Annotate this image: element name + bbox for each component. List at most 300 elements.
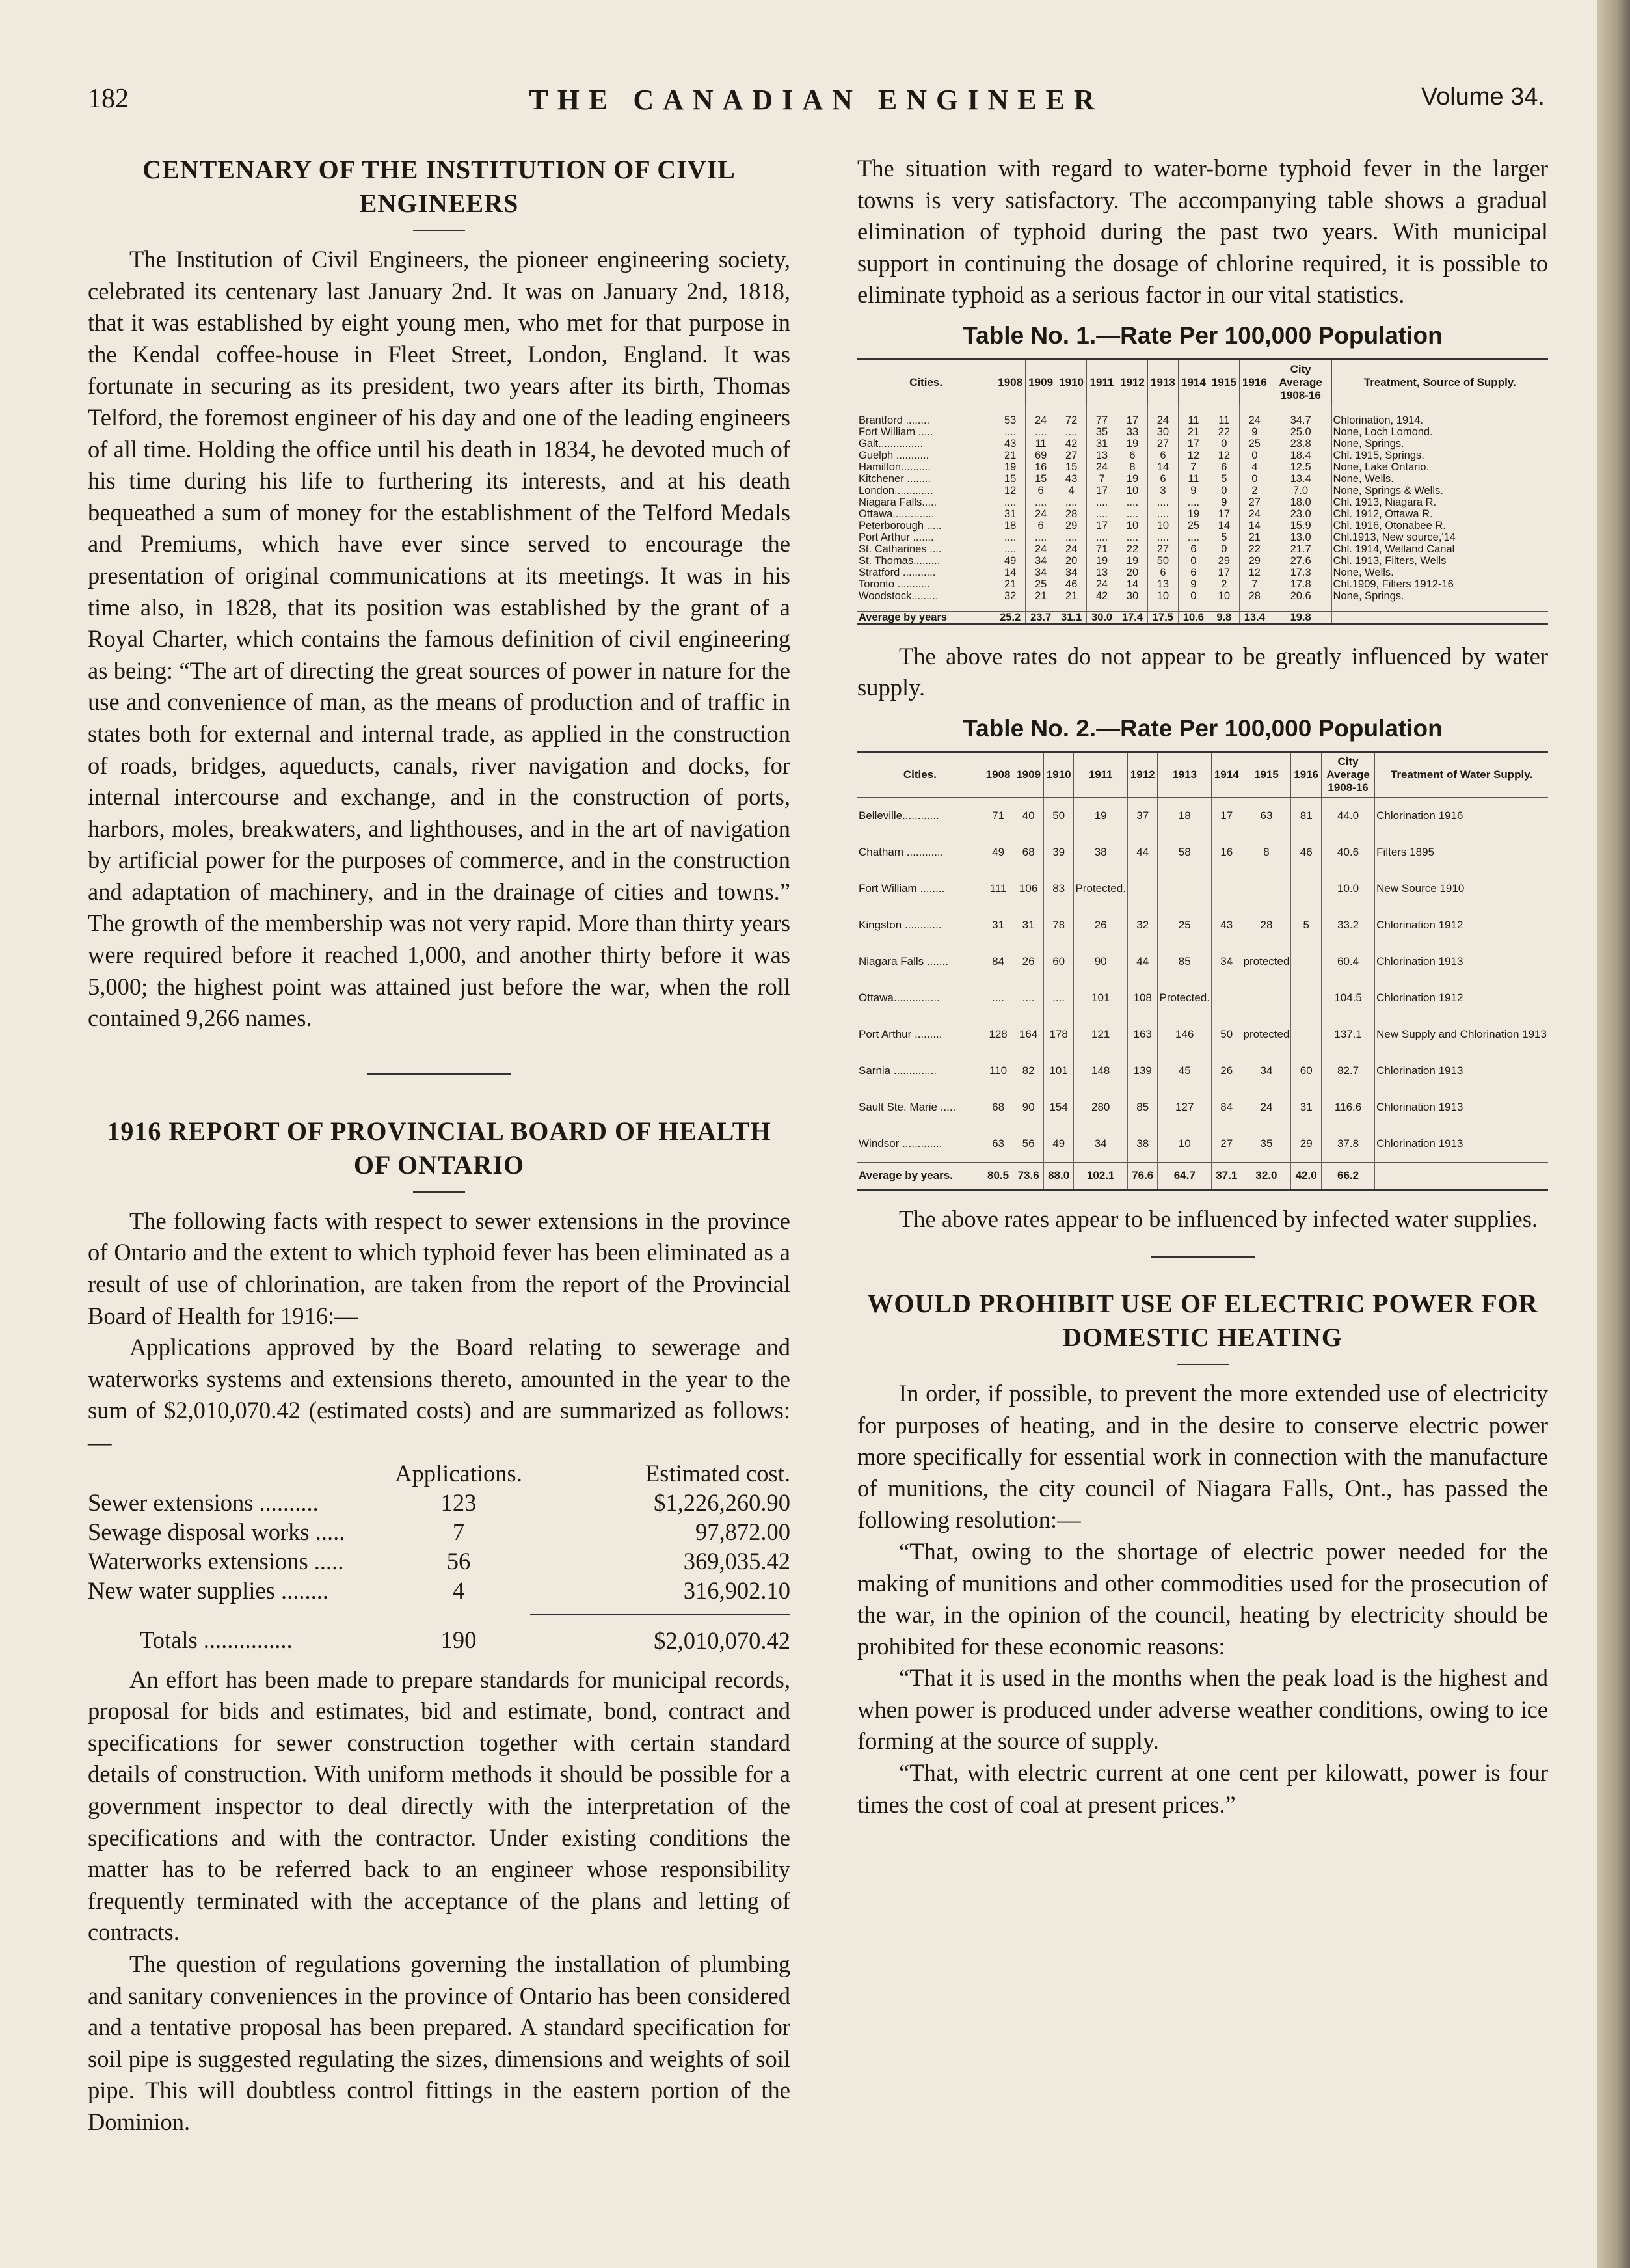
rate-cell: 6	[1209, 461, 1239, 473]
column-header: 1913	[1147, 359, 1178, 405]
column-header: 1911	[1087, 359, 1117, 405]
rate-cell: 34	[1242, 1053, 1291, 1089]
row-label: Waterworks extensions .....	[88, 1547, 344, 1574]
rate-cell: 24	[1026, 543, 1056, 555]
rate-cell: 90	[1074, 943, 1128, 980]
column-header: City Average 1908-16	[1321, 752, 1374, 798]
title-rule	[1177, 1364, 1229, 1365]
average-cell: 64.7	[1158, 1163, 1212, 1190]
rate-cell: 84	[983, 943, 1013, 980]
journal-title: THE CANADIAN ENGINEER	[529, 84, 1104, 116]
rate-cell: 37.8	[1321, 1126, 1374, 1163]
treatment-cell: None, Springs.	[1331, 590, 1548, 602]
table-row	[857, 1016, 1548, 1053]
article-paragraph: “That, with electric current at one cent per kilowatt, power is four times the cost of coal at present prices.”	[857, 1759, 1548, 1818]
rate-cell: 46	[1291, 834, 1322, 871]
right-column	[857, 153, 1548, 1820]
rate-cell: 24	[1239, 414, 1270, 426]
rate-cell: 21	[995, 450, 1026, 461]
rate-cell: 68	[983, 1089, 1013, 1126]
rate-cell: 0	[1178, 590, 1209, 602]
table-row	[857, 943, 1548, 980]
rate-cell: 5	[1291, 907, 1322, 943]
average-row	[857, 611, 1548, 624]
treatment-cell: Chlorination, 1914.	[1331, 414, 1548, 426]
rate-cell: 60	[1291, 1053, 1322, 1089]
rate-cell: 34.7	[1270, 414, 1331, 426]
rate-cell: 60.4	[1321, 943, 1374, 980]
rate-cell: ....	[1147, 496, 1178, 508]
rate-cell: 154	[1043, 1089, 1074, 1126]
rate-cell: 17	[1087, 520, 1117, 532]
average-cell: 31.1	[1056, 611, 1087, 624]
column-header: 1916	[1239, 359, 1270, 405]
rate-cell: 7	[1087, 473, 1117, 485]
article-paragraph: Applications approved by the Board relating to sewerage and waterworks systems and extensions thereto, amounted in the year to the sum of $2,010,070.42 (estimated costs) and are summarized as follows:—	[88, 1334, 790, 1455]
title-rule	[413, 1191, 465, 1193]
rate-cell: 27	[1147, 543, 1178, 555]
city-name: St. Catharines ....	[859, 543, 942, 555]
treatment-cell: Chlorination 1913	[1375, 1126, 1548, 1163]
rate-cell: 22	[1117, 543, 1148, 555]
rate-cell: 14	[1239, 520, 1270, 532]
rate-cell: ....	[995, 532, 1026, 543]
column-header: 1909	[1026, 359, 1056, 405]
rate-cell: 21	[1026, 590, 1056, 602]
rate-cell: 28	[1239, 590, 1270, 602]
rate-cell: 14	[1209, 520, 1239, 532]
treatment-cell: None, Wells.	[1331, 567, 1548, 578]
table-title: Table No. 1.—Rate Per 100,000 Population	[963, 321, 1443, 349]
city-name: Port Arthur .......	[859, 531, 934, 543]
rate-cell: 137.1	[1321, 1016, 1374, 1053]
treatment-cell: New Source 1910	[1375, 871, 1548, 907]
rate-cell: 31	[983, 907, 1013, 943]
city-name: Brantford ........	[859, 414, 930, 426]
average-cell: 9.8	[1209, 611, 1239, 624]
table-row	[857, 871, 1548, 907]
rate-cell: 24	[1056, 543, 1087, 555]
treatment-cell: Filters 1895	[1375, 834, 1548, 871]
rate-cell: 6	[1026, 520, 1056, 532]
average-label: Average by years.	[857, 1163, 983, 1190]
row-label: Sewage disposal works .....	[88, 1518, 345, 1545]
rate-cell: 21	[1178, 426, 1209, 438]
average-cell: 102.1	[1074, 1163, 1128, 1190]
rate-cell: 49	[995, 555, 1026, 567]
table-row	[88, 1488, 790, 1517]
rate-cell: 17	[1209, 567, 1239, 578]
rate-cell: 50	[1043, 798, 1074, 835]
average-cell: 30.0	[1087, 611, 1117, 624]
rate-cell: 17	[1211, 798, 1242, 835]
rate-cell: 4	[1056, 485, 1087, 496]
rate-cell: 63	[983, 1126, 1013, 1163]
average-row	[857, 1163, 1548, 1190]
rate-cell: 26	[1211, 1053, 1242, 1089]
rate-cell: 49	[1043, 1126, 1074, 1163]
rate-cell: 40	[1013, 798, 1044, 835]
city-name: Galt...............	[859, 437, 924, 450]
rate-cell: 121	[1074, 1016, 1128, 1053]
column-header: 1910	[1056, 359, 1087, 405]
rate-cell: 0	[1239, 450, 1270, 461]
rate-cell: 69	[1026, 450, 1056, 461]
rate-cell: 12	[995, 485, 1026, 496]
rate-cell	[1291, 980, 1322, 1016]
rate-cell: 16	[1026, 461, 1056, 473]
rate-cell: ....	[1087, 508, 1117, 520]
rate-cell: 9	[1209, 496, 1239, 508]
rate-cell: 72	[1056, 414, 1087, 426]
rate-cell: 34	[1074, 1126, 1128, 1163]
table-row	[88, 1546, 790, 1576]
rate-cell: 12	[1178, 450, 1209, 461]
table-row	[857, 473, 1548, 485]
rate-cell: 49	[983, 834, 1013, 871]
table-row	[88, 1576, 790, 1605]
city-name: Hamilton..........	[859, 461, 931, 473]
average-cell: 17.4	[1117, 611, 1148, 624]
average-label: Average by years	[857, 611, 995, 624]
average-cell: 42.0	[1291, 1163, 1322, 1190]
rate-cell: 4	[1239, 461, 1270, 473]
treatment-cell: Chl. 1913, Niagara R.	[1331, 496, 1548, 508]
column-header: 1910	[1043, 752, 1074, 798]
rate-cell: 10.0	[1321, 871, 1374, 907]
treatment-cell: Chl.1913, New source,'14	[1331, 532, 1548, 543]
rate-cell: 13.4	[1270, 473, 1331, 485]
rate-cell: 106	[1013, 871, 1044, 907]
rate-cell: 20.6	[1270, 590, 1331, 602]
city-name: Chatham ............	[859, 846, 944, 859]
table-row	[857, 1089, 1548, 1126]
rate-cell: 21	[1056, 590, 1087, 602]
rate-cell: 77	[1087, 414, 1117, 426]
rate-cell: 56	[1013, 1126, 1044, 1163]
column-header: Treatment of Water Supply.	[1375, 752, 1548, 798]
treatment-cell: None, Lake Ontario.	[1331, 461, 1548, 473]
rate-cell: 10	[1117, 520, 1148, 532]
city-name: Sarnia ..............	[859, 1064, 937, 1077]
city-name: Peterborough .....	[859, 519, 942, 532]
rate-cell: 148	[1074, 1053, 1128, 1089]
rate-cell: 19	[1117, 473, 1148, 485]
rate-cell: 15.9	[1270, 520, 1331, 532]
rate-cell: 63	[1242, 798, 1291, 835]
rate-cell: 37	[1127, 798, 1158, 835]
rate-cell: 27	[1056, 450, 1087, 461]
rate-cell: 24	[1239, 508, 1270, 520]
city-name: Fort William .....	[859, 425, 933, 438]
rate-cell: 53	[995, 414, 1026, 426]
article-title: CENTENARY OF THE INSTITUTION OF CIVIL ENGINEERS	[142, 155, 736, 218]
rate-cell: ....	[995, 426, 1026, 438]
rate-cell: 11	[1209, 414, 1239, 426]
rate-cell: 8	[1117, 461, 1148, 473]
header-row	[857, 752, 1548, 798]
city-name: Kingston ............	[859, 919, 942, 932]
rate-cell: 40.6	[1321, 834, 1374, 871]
rate-cell: ....	[1117, 508, 1148, 520]
title-rule	[413, 230, 465, 231]
average-cell: 66.2	[1321, 1163, 1374, 1190]
rate-cell: 18	[1158, 798, 1212, 835]
average-cell: 25.2	[995, 611, 1026, 624]
rate-cell: 30	[1117, 590, 1148, 602]
rate-cell: ....	[1026, 496, 1056, 508]
rate-cell: 17.3	[1270, 567, 1331, 578]
rate-cell: 29	[1056, 520, 1087, 532]
rate-cell: 17	[1117, 414, 1148, 426]
rate-cell: protected	[1242, 943, 1291, 980]
rate-cell: 29	[1239, 555, 1270, 567]
article-paragraph: The question of regulations governing the installation of plumbing and sanitary conveniences in the province of Ontario has been considered and a tentative proposal has been prepared. A standard specification for soil pipe is suggested regulating the sizes, dimensions and weights of soil pipe. This will doubtless control fittings in the eastern portion of the Dominion.	[88, 1950, 790, 2135]
article-title: WOULD PROHIBIT USE OF ELECTRIC POWER FOR DOMESTIC HEATING	[867, 1288, 1538, 1352]
treatment-cell: Chlorination 1912	[1375, 907, 1548, 943]
column-header: 1911	[1074, 752, 1128, 798]
rate-cell: ....	[1147, 508, 1178, 520]
rate-cell: 32	[1127, 907, 1158, 943]
rate-cell: 34	[1026, 567, 1056, 578]
average-cell: 32.0	[1242, 1163, 1291, 1190]
rate-cell: ....	[1056, 426, 1087, 438]
rate-cell: 0	[1239, 473, 1270, 485]
rate-cell: 12	[1209, 450, 1239, 461]
row-count: 190	[440, 1627, 477, 1654]
rate-cell: 44	[1127, 834, 1158, 871]
rate-cell: 7.0	[1270, 485, 1331, 496]
rate-cell: 44	[1127, 943, 1158, 980]
rate-cell: 31	[1087, 438, 1117, 450]
rate-cell: 6	[1026, 485, 1056, 496]
row-label: Totals ...............	[140, 1627, 293, 1654]
average-cell: 73.6	[1013, 1163, 1044, 1190]
rate-cell: ....	[995, 496, 1026, 508]
article-paragraph: In order, if possible, to prevent the more extended use of electricity for purposes of heating, and in the desire to conserve electric power more specifically for essential work in connection with the manufacture of munitions, the city council of Niagara Falls, Ont., has passed the following resolution:—	[857, 1379, 1548, 1533]
rate-cell: 32	[995, 590, 1026, 602]
row-cost: $1,226,260.90	[654, 1489, 790, 1516]
rate-cell: ....	[1178, 496, 1209, 508]
rate-cell: 23.8	[1270, 438, 1331, 450]
rate-cell: 31	[1013, 907, 1044, 943]
average-cell	[1331, 611, 1548, 624]
treatment-cell: Chlorination 1913	[1375, 943, 1548, 980]
rate-cell: 43	[1211, 907, 1242, 943]
table-row	[857, 1126, 1548, 1163]
rate-cell: 27.6	[1270, 555, 1331, 567]
average-cell: 13.4	[1239, 611, 1270, 624]
rate-cell: 42	[1056, 438, 1087, 450]
article-title: 1916 REPORT OF PROVINCIAL BOARD OF HEALTH OF ONTARIO	[107, 1116, 771, 1180]
rate-cell	[1291, 1016, 1322, 1053]
rate-cell: ....	[1147, 532, 1178, 543]
rate-cell	[1242, 980, 1291, 1016]
column-header: 1914	[1211, 752, 1242, 798]
rate-cell: 84	[1211, 1089, 1242, 1126]
rate-cell: ....	[1117, 532, 1148, 543]
rate-cell: 13	[1147, 578, 1178, 590]
rate-cell: 280	[1074, 1089, 1128, 1126]
rate-cell: 28	[1242, 907, 1291, 943]
rate-cell: 90	[1013, 1089, 1044, 1126]
rate-cell: 164	[1013, 1016, 1044, 1053]
rate-cell: ....	[1043, 980, 1074, 1016]
city-name: Toronto ...........	[859, 578, 931, 590]
rate-cell: 29	[1209, 555, 1239, 567]
rate-cell: 31	[995, 508, 1026, 520]
rate-cell: 146	[1158, 1016, 1212, 1053]
average-cell: 88.0	[1043, 1163, 1074, 1190]
rate-cell: 0	[1209, 438, 1239, 450]
rate-cell: 19	[1087, 555, 1117, 567]
rate-cell: 24	[1026, 414, 1056, 426]
rate-cell: 101	[1043, 1053, 1074, 1089]
city-name: Stratford ...........	[859, 566, 936, 578]
treatment-cell: Chl. 1912, Ottawa R.	[1331, 508, 1548, 520]
rate-cell: 25	[1178, 520, 1209, 532]
rate-cell: 50	[1211, 1016, 1242, 1053]
table-row	[857, 461, 1548, 473]
rate-cell: 29	[1291, 1126, 1322, 1163]
rate-cell	[1242, 871, 1291, 907]
rate-cell: ....	[1056, 532, 1087, 543]
city-name: Woodstock.........	[859, 589, 939, 602]
article-paragraph: The situation with regard to water-borne typhoid fever in the larger towns is very satisfactory. The accompanying table shows a gradual elimination of typhoid during the past two years. With municipal support in continuing the dosage of chlorine required, it is possible to eliminate typhoid as a serious factor in our vital statistics.	[857, 155, 1548, 308]
rate-cell: 9	[1178, 485, 1209, 496]
rate-cell: 7	[1178, 461, 1209, 473]
rate-cell: 27	[1239, 496, 1270, 508]
treatment-cell: None, Springs.	[1331, 438, 1548, 450]
rate-cell: 22	[1239, 543, 1270, 555]
table-row	[88, 1517, 790, 1546]
treatment-cell: Chl. 1914, Welland Canal	[1331, 543, 1548, 555]
row-count: 7	[452, 1518, 465, 1545]
rate-cell: protected	[1242, 1016, 1291, 1053]
rate-cell: 81	[1291, 798, 1322, 835]
treatment-cell: None, Springs & Wells.	[1331, 485, 1548, 496]
rate-cell: 2	[1239, 485, 1270, 496]
rate-cell: 5	[1209, 473, 1239, 485]
table-row	[857, 980, 1548, 1016]
city-name: Niagara Falls.....	[859, 496, 937, 508]
average-cell: 37.1	[1211, 1163, 1242, 1190]
article-paragraph: “That it is used in the months when the peak load is the highest and when power is produced under adverse weather conditions, owing to ice forming at the source of supply.	[857, 1664, 1548, 1755]
city-name: Kitchener ........	[859, 472, 931, 485]
rate-cell: 39	[1043, 834, 1074, 871]
row-cost: 369,035.42	[683, 1547, 790, 1574]
rate-cell: 71	[983, 798, 1013, 835]
rate-cell	[1211, 980, 1242, 1016]
treatment-cell: New Supply and Chlorination 1913	[1375, 1016, 1548, 1053]
average-cell: 23.7	[1026, 611, 1056, 624]
rate-cell: 43	[995, 438, 1026, 450]
rate-cell: 21	[995, 578, 1026, 590]
rate-cell: 6	[1117, 450, 1148, 461]
treatment-cell: Chl. 1915, Springs.	[1331, 450, 1548, 461]
rate-cell: 50	[1147, 555, 1178, 567]
rate-cell: 24	[1242, 1089, 1291, 1126]
rate-cell: 34	[1056, 567, 1087, 578]
col-header: Estimated cost.	[645, 1459, 790, 1487]
table-row	[857, 543, 1548, 555]
treatment-cell: Chl. 1913, Filters, Wells	[1331, 555, 1548, 567]
city-name: Windsor .............	[859, 1137, 942, 1150]
rate-cell: 108	[1127, 980, 1158, 1016]
running-header	[88, 83, 1545, 122]
city-name: St. Thomas.........	[859, 554, 941, 567]
rate-cell: 6	[1147, 473, 1178, 485]
rate-cell: 6	[1178, 543, 1209, 555]
column-header: 1908	[995, 359, 1026, 405]
rate-cell: 7	[1239, 578, 1270, 590]
rate-cell: 83	[1043, 871, 1074, 907]
rate-cell: ....	[1087, 532, 1117, 543]
rate-cell: 60	[1043, 943, 1074, 980]
average-cell: 19.8	[1270, 611, 1331, 624]
rate-cell: 18.0	[1270, 496, 1331, 508]
average-cell: 76.6	[1127, 1163, 1158, 1190]
table-row	[857, 590, 1548, 602]
rate-cell: 71	[1087, 543, 1117, 555]
rate-cell: 10	[1147, 590, 1178, 602]
city-name: Guelph ...........	[859, 449, 929, 461]
rate-cell	[1211, 871, 1242, 907]
rate-cell: 17.8	[1270, 578, 1331, 590]
rate-cell: 33.2	[1321, 907, 1374, 943]
rate-cell: 24	[1087, 461, 1117, 473]
row-label: New water supplies ........	[88, 1576, 328, 1604]
rate-cell: 27	[1211, 1126, 1242, 1163]
rate-cell: 85	[1158, 943, 1212, 980]
rate-cell: 19	[1178, 508, 1209, 520]
rate-cell: 0	[1209, 543, 1239, 555]
rate-cell: 20	[1117, 567, 1148, 578]
average-cell: 10.6	[1178, 611, 1209, 624]
rate-cell: 110	[983, 1053, 1013, 1089]
rate-cell: 15	[1056, 461, 1087, 473]
rate-cell: 38	[1074, 834, 1128, 871]
average-cell	[1375, 1163, 1548, 1190]
typhoid-rate-table-2	[857, 751, 1548, 1191]
volume-label: Volume 34.	[1421, 83, 1545, 111]
header-row	[857, 359, 1548, 405]
column-header: 1912	[1117, 359, 1148, 405]
rate-cell: ....	[1117, 496, 1148, 508]
rate-cell: 27	[1147, 438, 1178, 450]
table-row	[857, 567, 1548, 578]
rate-cell: 111	[983, 871, 1013, 907]
treatment-cell: Chl. 1916, Otonabee R.	[1331, 520, 1548, 532]
rate-cell: 34	[1026, 555, 1056, 567]
spacer-row	[857, 602, 1548, 612]
rate-cell: 82	[1013, 1053, 1044, 1089]
rate-cell: 82.7	[1321, 1053, 1374, 1089]
treatment-cell: Chlorination 1916	[1375, 798, 1548, 835]
treatment-cell: None, Wells.	[1331, 473, 1548, 485]
city-name: Belleville............	[859, 809, 939, 822]
rate-cell: 10	[1147, 520, 1178, 532]
rate-cell: 18.4	[1270, 450, 1331, 461]
rate-cell: 101	[1074, 980, 1128, 1016]
rate-cell: Protected.	[1158, 980, 1212, 1016]
article-paragraph: The above rates appear to be influenced by infected water supplies.	[899, 1206, 1538, 1233]
rate-cell: 26	[1013, 943, 1044, 980]
rate-cell	[1291, 871, 1322, 907]
rate-cell: ....	[1087, 496, 1117, 508]
column-header: 1909	[1013, 752, 1044, 798]
rate-cell: 78	[1043, 907, 1074, 943]
